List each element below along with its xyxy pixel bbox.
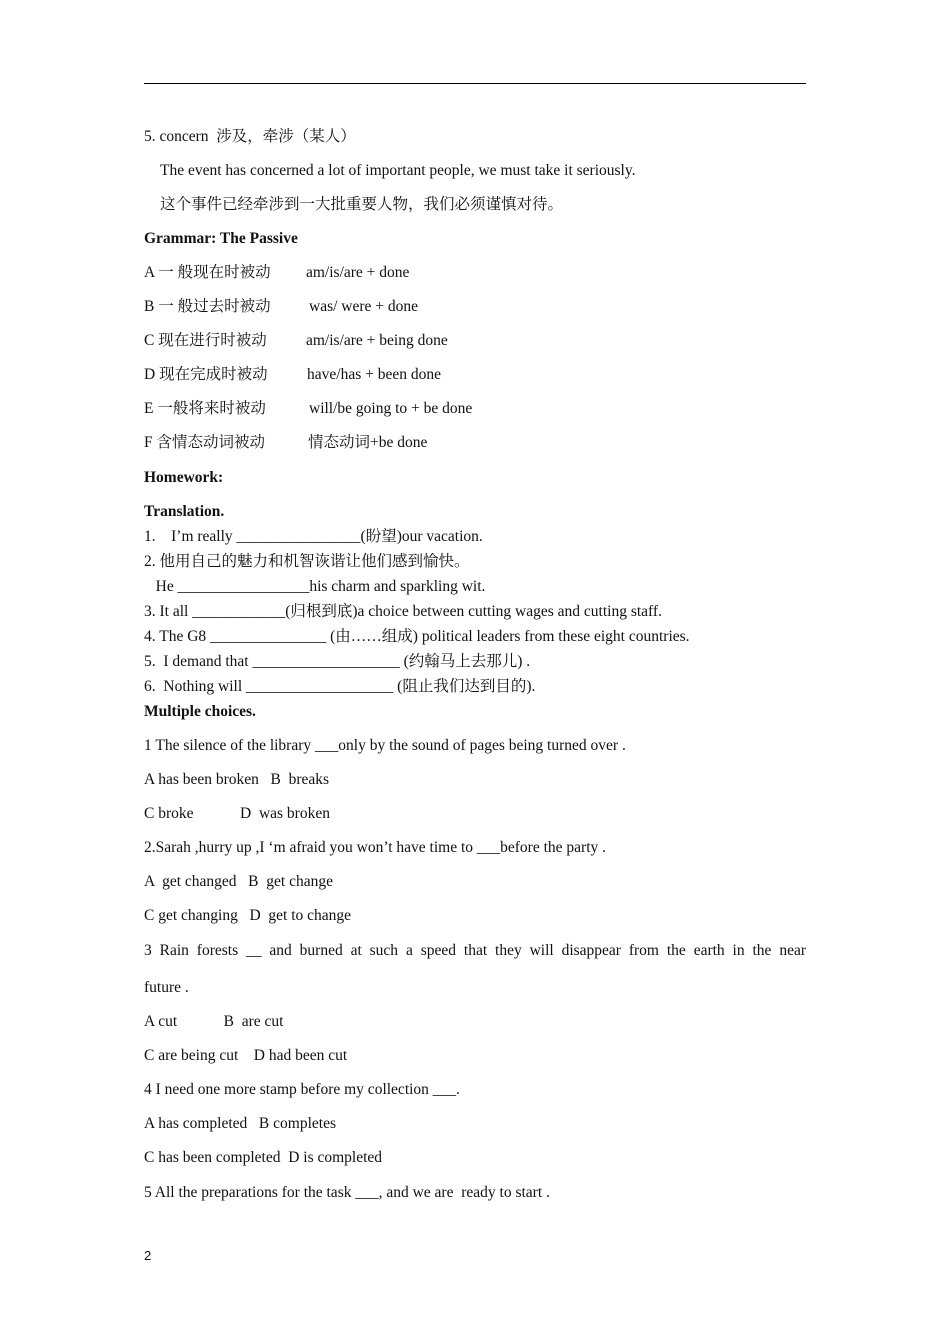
grammar-label: A 一 般现在时被动 [144, 264, 271, 281]
vocab-item: 5. concern 涉及，牵涉（某人） [144, 128, 356, 145]
grammar-label: C 现在进行时被动 [144, 332, 267, 349]
mc-question: 2.Sarah ,hurry up ,I ‘m afraid you won’t have time to ___before the party . [144, 839, 606, 856]
mc-question-cont: future . [144, 979, 189, 996]
grammar-form: am/is/are + being done [306, 332, 448, 349]
grammar-label: F 含情态动词被动 [144, 434, 265, 451]
vocab-example-cn: 这个事件已经牵涉到一大批重要人物，我们必须谨慎对待。 [160, 196, 564, 213]
mc-question: 1 The silence of the library ___only by the sound of pages being turned over . [144, 737, 626, 754]
mc-options: A has completed B completes [144, 1115, 336, 1132]
mc-heading: Multiple choices. [144, 703, 256, 720]
vocab-example-en: The event has concerned a lot of important people, we must take it seriously. [160, 162, 636, 179]
grammar-label: B 一 般过去时被动 [144, 298, 271, 315]
translation-line: 2. 他用自己的魅力和机智诙谐让他们感到愉快。 [144, 553, 470, 570]
grammar-label: D 现在完成时被动 [144, 366, 268, 383]
translation-line: He _________________his charm and sparkling wit. [144, 578, 486, 595]
translation-line: 1. I’m really ________________(盼望)our vacation. [144, 528, 483, 545]
translation-line: 6. Nothing will ___________________ (阻止我们达到目的). [144, 678, 536, 695]
mc-question: 5 All the preparations for the task ___, and we are ready to start . [144, 1184, 550, 1201]
translation-heading: Translation. [144, 503, 225, 520]
grammar-form: am/is/are + done [306, 264, 410, 281]
mc-options: C are being cut D had been cut [144, 1047, 348, 1064]
grammar-form: 情态动词+be done [308, 434, 428, 451]
grammar-row [144, 263, 271, 283]
translation-line: 5. I demand that ___________________ (约翰马上去那儿) . [144, 653, 531, 670]
grammar-row [144, 433, 265, 453]
mc-question: 3 Rain forests __ and burned at such a speed that they will disappear from the earth in the near [144, 942, 806, 959]
translation-line: 4. The G8 _______________ (由……组成) political leaders from these eight countries. [144, 628, 690, 645]
mc-options: A cut B are cut [144, 1013, 284, 1030]
page-number: 2 [144, 1248, 152, 1263]
grammar-form: have/has + been done [307, 366, 441, 383]
grammar-form: was/ were + done [309, 298, 419, 315]
grammar-form: will/be going to + be done [309, 400, 473, 417]
grammar-row [144, 331, 267, 351]
grammar-row [144, 297, 271, 317]
mc-options: C has been completed D is completed [144, 1149, 383, 1166]
header-rule [144, 83, 806, 84]
grammar-label: E 一般将来时被动 [144, 400, 266, 417]
mc-options: A get changed B get change [144, 873, 333, 890]
grammar-row [144, 365, 268, 385]
homework-heading: Homework: [144, 469, 224, 486]
mc-question: 4 I need one more stamp before my collection ___. [144, 1081, 460, 1098]
mc-options: C get changing D get to change [144, 907, 352, 924]
mc-options: A has been broken B breaks [144, 771, 330, 788]
grammar-heading: Grammar: The Passive [144, 230, 298, 247]
mc-options: C broke D was broken [144, 805, 330, 822]
translation-line: 3. It all ____________(归根到底)a choice between cutting wages and cutting staff. [144, 603, 662, 620]
grammar-row [144, 399, 266, 419]
